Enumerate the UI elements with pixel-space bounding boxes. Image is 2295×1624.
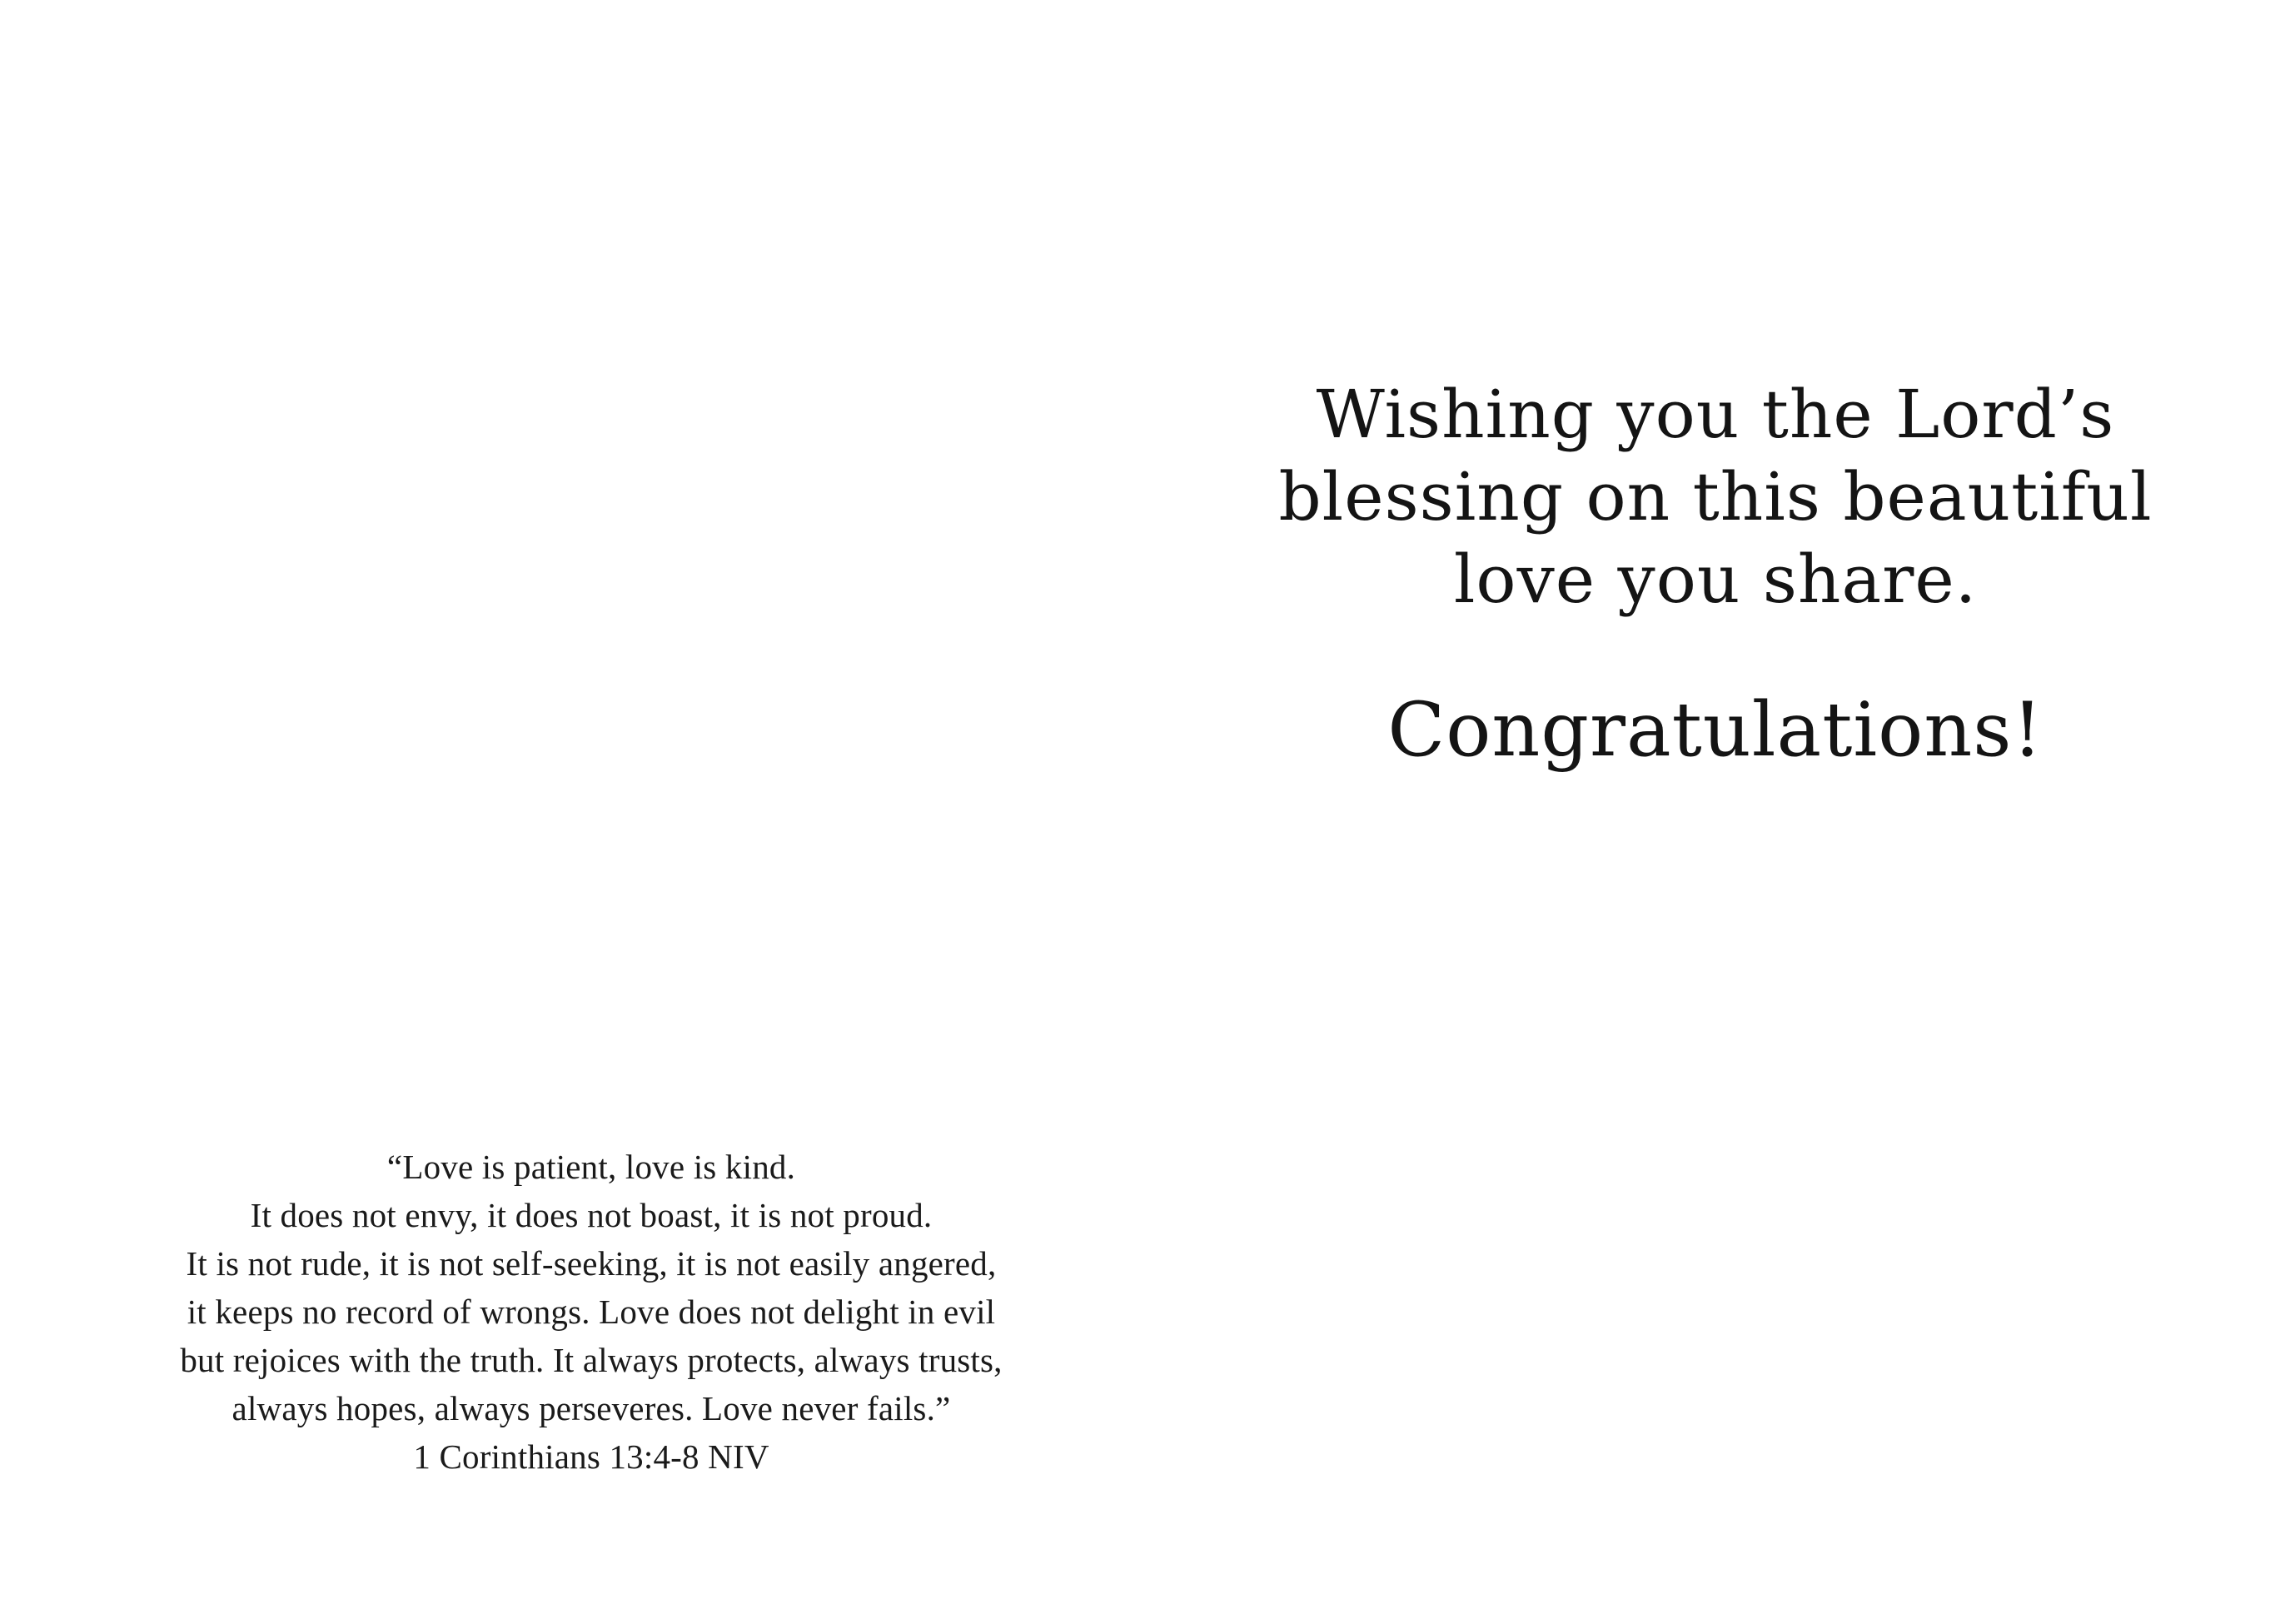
verse-line-3: It is not rude, it is not self-seeking, it is not easily angered, <box>186 1244 997 1283</box>
scripture-verse-block <box>50 1143 1133 1481</box>
blessing-line-2: blessing on this beautiful <box>1278 458 2153 536</box>
blessing-line-3: love you share. <box>1453 541 1978 618</box>
congratulations-text: Congratulations! <box>1387 686 2044 774</box>
scripture-reference: 1 Corinthians 13:4-8 NIV <box>413 1437 769 1476</box>
verse-line-6: always hopes, always perseveres. Love never fails.” <box>231 1389 951 1427</box>
verse-line-4: it keeps no record of wrongs. Love does not delight in evil <box>187 1293 996 1331</box>
verse-line-5: but rejoices with the truth. It always protects, always trusts, <box>180 1341 1003 1379</box>
verse-line-1: “Love is patient, love is kind. <box>386 1148 796 1186</box>
blessing-line-1: Wishing you the Lord’s <box>1316 376 2115 453</box>
verse-line-2: It does not envy, it does not boast, it is not proud. <box>250 1196 933 1234</box>
blessing-message-block <box>1199 373 2232 620</box>
